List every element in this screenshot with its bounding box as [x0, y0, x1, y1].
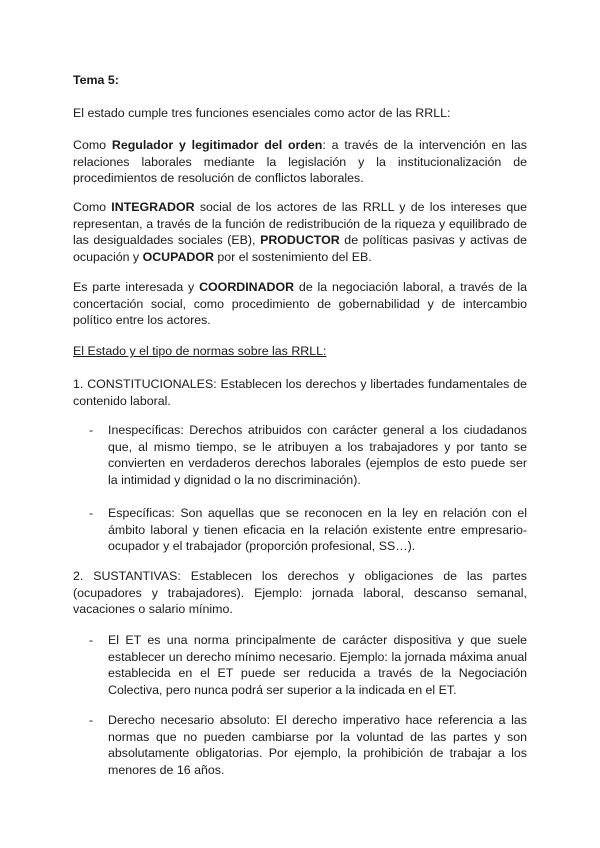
list-item-et: El ET es una norma principalmente de carácter dispositiva y que suele establecer un derecho mínimo necesario. Ejemplo: la jornada máxima anual establecida en el ET puede ser reducida a través de la Negociación Colectiva, pero nunca podrá ser superior a la indicada en el ET. — [108, 633, 527, 697]
list-item-derecho-necesario: Derecho necesario absoluto: El derecho imperativo hace referencia a las normas que no pueden cambiarse por la voluntad de las partes y son absolutamente obligatorias. Por ejemplo, la prohibición de trabajar a los menores de 16 años. — [108, 713, 527, 777]
regulador-paragraph — [73, 137, 527, 187]
bullet-dash: - — [89, 633, 94, 647]
doc-title: Tema 5: — [73, 73, 119, 87]
section-heading: El Estado y el tipo de normas sobre las RRLL: — [73, 344, 327, 358]
p2-bold-3: OCUPADOR — [142, 249, 214, 264]
intro-paragraph: El estado cumple tres funciones esenciales como actor de las RRLL: — [73, 106, 451, 120]
p2-bold-2: PRODUCTOR — [260, 233, 340, 248]
constitucionales-paragraph: 1. CONSTITUCIONALES: Establecen los derechos y libertades fundamentales de contenido laboral. — [73, 377, 527, 408]
integrador-paragraph — [73, 199, 527, 265]
p1-bold: Regulador y legitimador del orden — [111, 138, 323, 152]
p2-text-3: de políticas pasivas y activas de ocupación y — [73, 233, 527, 264]
coordinador-paragraph — [73, 279, 527, 329]
p3-bold: COORDINADOR — [199, 280, 295, 294]
p2-bold-1: INTEGRADOR — [111, 200, 195, 214]
p2-text-1: Como — [73, 200, 112, 214]
bullet-dash: - — [89, 713, 94, 727]
p3-text: Es parte interesada y — [73, 280, 200, 294]
list-item-inespecificas: Inespecíficas: Derechos atribuidos con carácter general a los ciudadanos que, al mismo tiempo, se le atribuyen a los trabajadores y por tanto se convierten en verdaderos derechos laborales (ejemplos de esto puede ser la intimidad y dignidad o la no discriminación). — [108, 423, 527, 487]
sustantivas-paragraph: 2. SUSTANTIVAS: Establecen los derechos y obligaciones de las partes (ocupadores y trabajadores). Ejemplo: jornada laboral, descanso semanal, vacaciones o salario mínimo. — [73, 569, 527, 617]
p3-text-2: de la negociación laboral, a través de la concertación social, como procedimiento de gobernabilidad y de intercambio político entre los actores. — [73, 280, 527, 328]
list-item-especificas: Específicas: Son aquellas que se reconocen en la ley en relación con el ámbito laboral y tienen eficacia en la relación existente entre empresario-ocupador y el trabajador (proporción profesional, SS…). — [108, 506, 527, 554]
bullet-dash: - — [89, 506, 94, 520]
p2-text-2: social de los actores de las RRLL y de los intereses que representan, a través de la función de redistribución de la riqueza y equilibrado de las desigualdades sociales (EB), — [73, 200, 527, 248]
p2-text-4: por el sostenimiento del EB. — [213, 249, 372, 264]
p1-text: Como — [73, 138, 112, 152]
p1-text-2: : a través de la intervención en las relaciones laborales mediante la legislación y la institucionalización de procedimientos de resolución de conflictos laborales. — [73, 138, 527, 186]
bullet-dash: - — [89, 423, 94, 437]
